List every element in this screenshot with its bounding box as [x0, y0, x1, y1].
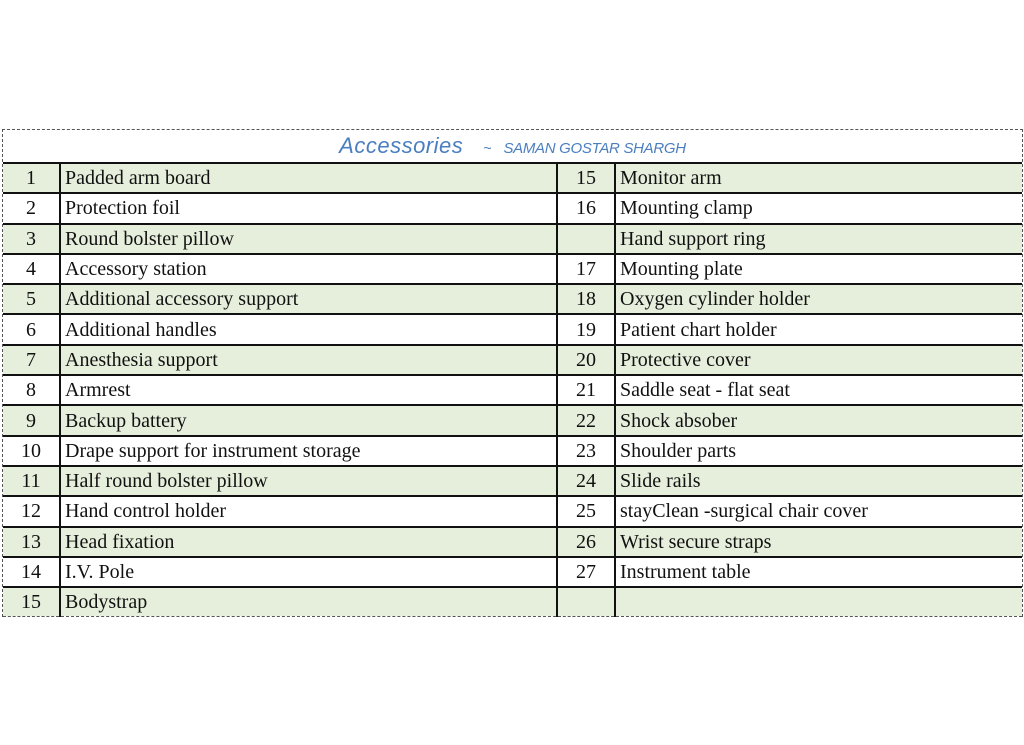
right-item-name: Hand support ring [615, 224, 1022, 254]
left-item-number: 15 [3, 587, 60, 617]
right-item-number: 15 [557, 164, 615, 193]
left-item-number: 7 [3, 345, 60, 375]
left-item-name: Hand control holder [60, 496, 557, 526]
table-row [3, 436, 1022, 466]
left-item-name: Drape support for instrument storage [60, 436, 557, 466]
table-row [3, 527, 1022, 557]
right-item-number: 26 [557, 527, 615, 557]
right-item-number [557, 224, 615, 254]
left-item-name: Protection foil [60, 193, 557, 223]
table-row [3, 466, 1022, 496]
sheet-title: Accessories [339, 133, 464, 158]
right-item-name: Monitor arm [615, 164, 1022, 193]
right-item-name: Protective cover [615, 345, 1022, 375]
right-item-name: Oxygen cylinder holder [615, 284, 1022, 314]
table-row [3, 193, 1022, 223]
right-item-name: Patient chart holder [615, 314, 1022, 344]
right-item-number: 23 [557, 436, 615, 466]
right-item-number: 25 [557, 496, 615, 526]
title-row [3, 130, 1022, 164]
right-item-number: 18 [557, 284, 615, 314]
left-item-name: I.V. Pole [60, 557, 557, 587]
left-item-number: 5 [3, 284, 60, 314]
left-item-name: Additional handles [60, 314, 557, 344]
table-row [3, 164, 1022, 193]
left-item-name: Bodystrap [60, 587, 557, 617]
left-item-number: 4 [3, 254, 60, 284]
left-item-name: Backup battery [60, 405, 557, 435]
left-item-number: 9 [3, 405, 60, 435]
right-item-number: 16 [557, 193, 615, 223]
table-row [3, 254, 1022, 284]
right-item-number: 21 [557, 375, 615, 405]
right-item-number: 24 [557, 466, 615, 496]
right-item-name: Mounting plate [615, 254, 1022, 284]
left-item-name: Head fixation [60, 527, 557, 557]
left-item-number: 10 [3, 436, 60, 466]
table-row [3, 314, 1022, 344]
right-item-number: 20 [557, 345, 615, 375]
left-item-name: Accessory station [60, 254, 557, 284]
right-item-name: Slide rails [615, 466, 1022, 496]
left-item-name: Half round bolster pillow [60, 466, 557, 496]
right-item-number: 22 [557, 405, 615, 435]
left-item-number: 11 [3, 466, 60, 496]
left-item-name: Round bolster pillow [60, 224, 557, 254]
left-item-number: 12 [3, 496, 60, 526]
right-item-number: 19 [557, 314, 615, 344]
company-name: SAMAN GOSTAR SHARGH [503, 139, 686, 157]
left-item-name: Armrest [60, 375, 557, 405]
accessories-table-body [3, 164, 1022, 617]
table-row [3, 557, 1022, 587]
right-item-name: Wrist secure straps [615, 527, 1022, 557]
accessories-table [3, 164, 1022, 617]
table-row [3, 345, 1022, 375]
left-item-number: 14 [3, 557, 60, 587]
right-item-name: Saddle seat - flat seat [615, 375, 1022, 405]
right-item-name: Shock absober [615, 405, 1022, 435]
left-item-name: Anesthesia support [60, 345, 557, 375]
left-item-number: 1 [3, 164, 60, 193]
left-item-number: 8 [3, 375, 60, 405]
table-row [3, 496, 1022, 526]
left-item-name: Additional accessory support [60, 284, 557, 314]
accessories-sheet [2, 129, 1023, 617]
right-item-number: 27 [557, 557, 615, 587]
left-item-number: 3 [3, 224, 60, 254]
left-item-number: 13 [3, 527, 60, 557]
right-item-number: 17 [557, 254, 615, 284]
table-row [3, 405, 1022, 435]
right-item-name: Mounting clamp [615, 193, 1022, 223]
right-item-name: Instrument table [615, 557, 1022, 587]
left-item-name: Padded arm board [60, 164, 557, 193]
right-item-name: stayClean -surgical chair cover [615, 496, 1022, 526]
right-item-name: Shoulder parts [615, 436, 1022, 466]
left-item-number: 2 [3, 193, 60, 223]
title-separator: ~ [483, 140, 492, 156]
table-row [3, 224, 1022, 254]
table-row [3, 587, 1022, 617]
table-row [3, 284, 1022, 314]
table-row [3, 375, 1022, 405]
right-item-number [557, 587, 615, 617]
right-item-name [615, 587, 1022, 617]
left-item-number: 6 [3, 314, 60, 344]
